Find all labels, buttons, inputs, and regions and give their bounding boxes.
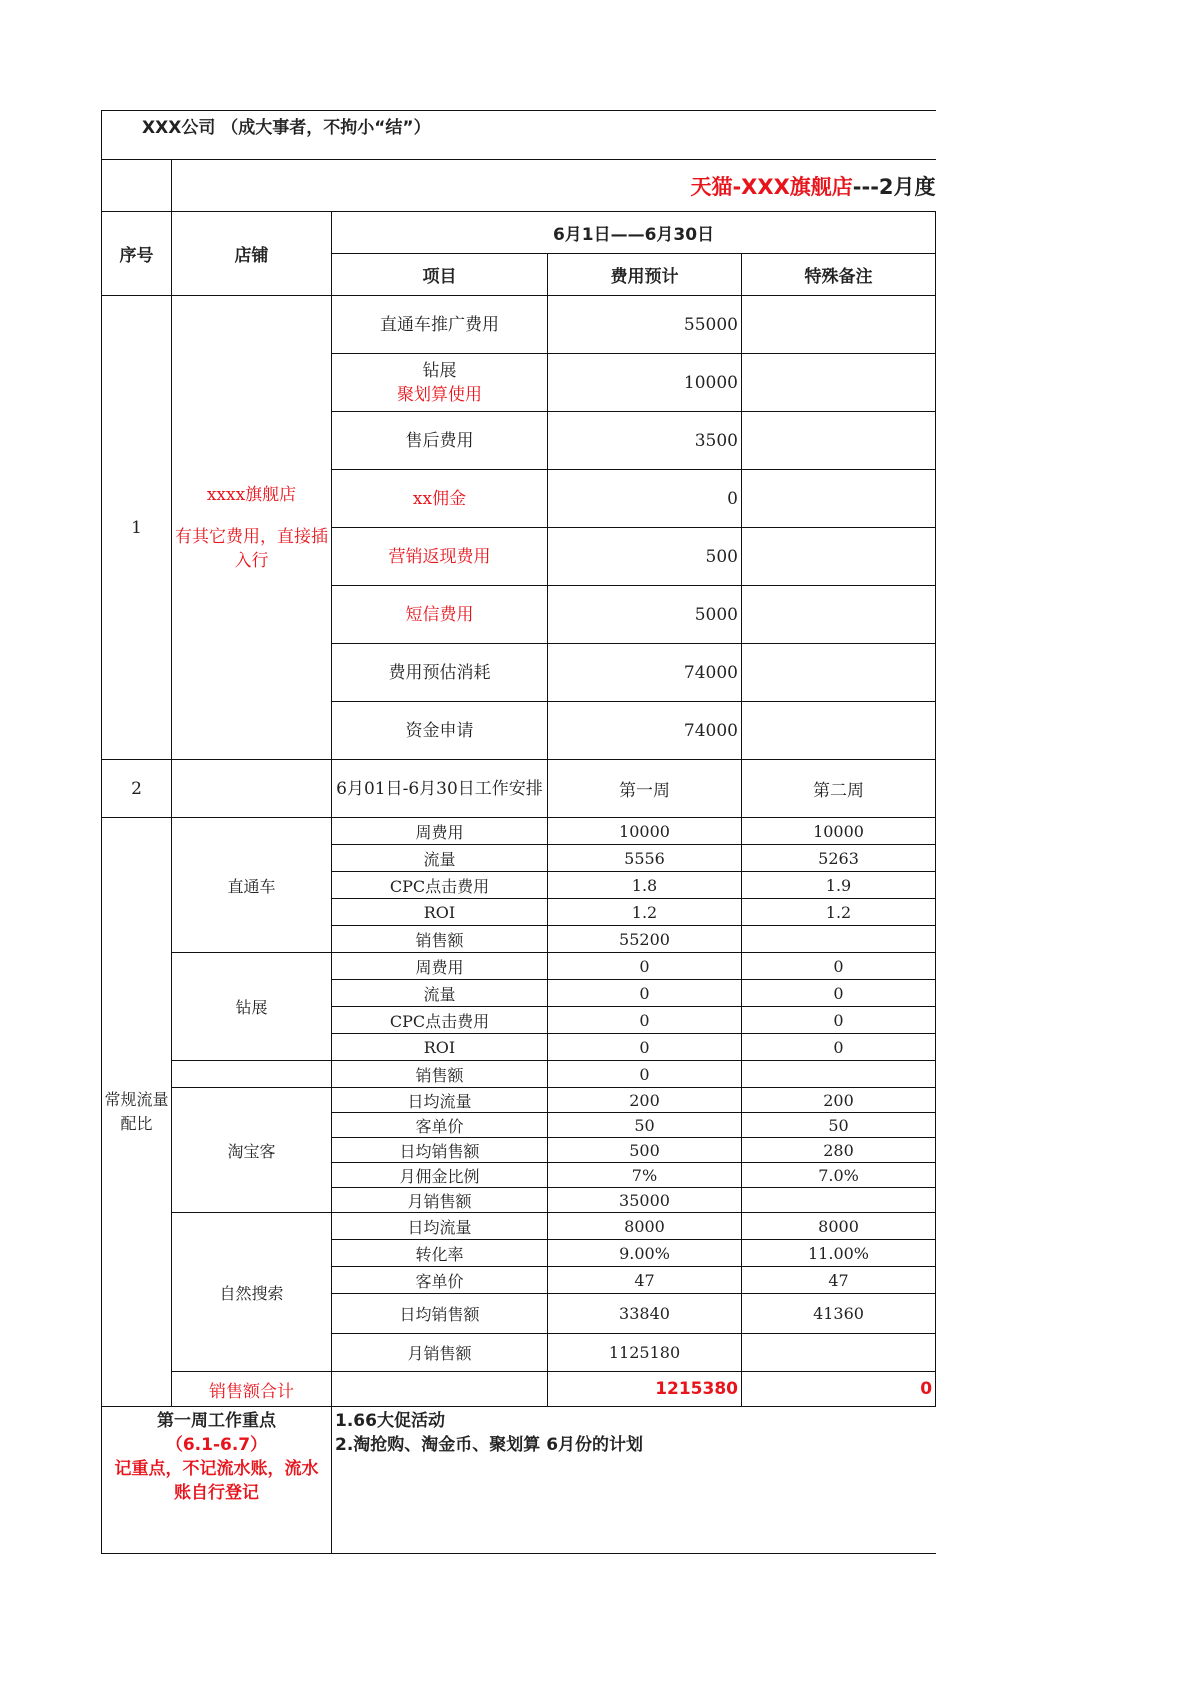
metric-week2[interactable] xyxy=(742,1138,936,1163)
header-seq[interactable] xyxy=(102,212,172,296)
total-week1[interactable] xyxy=(548,1372,742,1407)
metric-week1[interactable] xyxy=(548,1240,742,1267)
expense-value[interactable] xyxy=(548,354,742,412)
week1-header-text: 第一周 xyxy=(619,781,670,801)
metric-label[interactable] xyxy=(332,1088,548,1113)
group-name[interactable] xyxy=(172,1088,332,1213)
metric-week2[interactable] xyxy=(742,980,936,1007)
metric-week1-text: 47 xyxy=(634,1270,655,1290)
metric-week1-text: 200 xyxy=(629,1090,660,1110)
expense-label: 售后费用 xyxy=(405,430,474,451)
metric-label[interactable] xyxy=(332,818,548,845)
metric-week2[interactable] xyxy=(742,872,936,899)
company-cell xyxy=(102,111,936,160)
metric-label-text: 月销售额 xyxy=(407,1191,472,1211)
expense-label: xx佣金 xyxy=(412,488,467,509)
expense-label: 资金申请 xyxy=(405,720,474,741)
metric-week1-text: 0 xyxy=(639,1010,650,1030)
metric-week1-text: 1.8 xyxy=(631,875,658,895)
metric-week1-text: 0 xyxy=(639,956,650,976)
metric-week2[interactable] xyxy=(742,953,936,980)
total-week2[interactable] xyxy=(742,1372,936,1407)
header-note-text: 特殊备注 xyxy=(804,267,873,287)
metric-week2-text: 5263 xyxy=(818,848,859,868)
metric-week1-text: 10000 xyxy=(619,821,670,841)
plan-label-text: 6月01日-6月30日工作安排 xyxy=(336,778,543,799)
metric-week2-text: 41360 xyxy=(813,1304,864,1323)
group-name-text: 淘宝客 xyxy=(227,1141,276,1161)
expense-value-text: 10000 xyxy=(683,372,738,393)
metric-week2-text: 280 xyxy=(823,1140,854,1160)
metric-week2-text: 50 xyxy=(828,1115,849,1135)
metric-week1[interactable] xyxy=(548,1213,742,1240)
expense-label: 钻展 xyxy=(422,360,457,381)
metric-label[interactable] xyxy=(332,872,548,899)
expense-item[interactable] xyxy=(332,412,548,470)
metric-week1[interactable] xyxy=(548,872,742,899)
week2-header-text: 第二周 xyxy=(813,781,865,801)
metric-week1[interactable] xyxy=(548,1061,742,1088)
header-item-text: 项目 xyxy=(422,267,457,287)
metric-label-text: 销售额 xyxy=(415,1065,464,1085)
metric-label-text: 周费用 xyxy=(415,822,464,842)
metric-label-text: CPC点击费用 xyxy=(389,1011,490,1031)
expense-value[interactable] xyxy=(548,528,742,586)
metric-week1[interactable] xyxy=(548,1113,742,1138)
expense-note[interactable] xyxy=(742,470,936,528)
expense-note[interactable] xyxy=(742,296,936,354)
metric-label-text: 日均销售额 xyxy=(399,1305,480,1324)
metric-week2[interactable] xyxy=(742,1294,936,1334)
metric-label-text: 月佣金比例 xyxy=(399,1166,480,1186)
metric-week2[interactable] xyxy=(742,1034,936,1061)
group-name[interactable] xyxy=(172,953,332,1061)
metric-week2[interactable] xyxy=(742,1188,936,1213)
metric-week1-text: 500 xyxy=(629,1140,660,1160)
metric-label-text: 日均流量 xyxy=(407,1091,472,1111)
header-item[interactable] xyxy=(332,254,548,296)
metric-week2-text: 1.2 xyxy=(825,902,852,922)
traffic-label: 常规流量配比 xyxy=(104,1090,169,1133)
metric-week1-text: 1.2 xyxy=(631,902,658,922)
group-name[interactable] xyxy=(172,818,332,953)
metric-label-text: 月销售额 xyxy=(407,1344,472,1363)
metric-week2-text: 1.9 xyxy=(825,875,852,895)
week-focus-dates: （6.1-6.7） xyxy=(165,1435,268,1455)
metric-week1[interactable] xyxy=(548,953,742,980)
metric-week2-text: 11.00% xyxy=(808,1243,870,1263)
metric-label[interactable] xyxy=(332,980,548,1007)
expense-item[interactable] xyxy=(332,702,548,760)
header-period[interactable] xyxy=(332,212,936,254)
section1-seq[interactable] xyxy=(102,296,172,760)
section2-seq[interactable] xyxy=(102,760,172,818)
metric-label[interactable] xyxy=(332,1061,548,1088)
metric-week2[interactable] xyxy=(742,1113,936,1138)
metric-label[interactable] xyxy=(332,1188,548,1213)
expense-item[interactable] xyxy=(332,354,548,412)
metric-label[interactable] xyxy=(332,1034,548,1061)
total-label[interactable] xyxy=(172,1372,332,1407)
expense-note[interactable] xyxy=(742,528,936,586)
group-name[interactable] xyxy=(172,1213,332,1372)
section2-seq-text: 2 xyxy=(131,778,142,799)
metric-label-text: CPC点击费用 xyxy=(389,876,490,896)
empty-cell[interactable] xyxy=(172,1061,332,1088)
traffic-label-cell[interactable] xyxy=(102,818,172,1407)
metric-week2-text: 0 xyxy=(833,1037,844,1057)
expense-item[interactable] xyxy=(332,644,548,702)
metric-week1-text: 55200 xyxy=(619,929,670,949)
metric-week1[interactable] xyxy=(548,845,742,872)
expense-note[interactable] xyxy=(742,644,936,702)
week-focus-hint: 记重点，不记流水账，流水账自行登记 xyxy=(114,1459,319,1503)
week-focus-content[interactable] xyxy=(332,1407,936,1554)
metric-week2-text: 0 xyxy=(833,956,844,976)
metric-label[interactable] xyxy=(332,845,548,872)
metric-week1[interactable] xyxy=(548,818,742,845)
metric-week2[interactable] xyxy=(742,899,936,926)
expense-value[interactable] xyxy=(548,586,742,644)
metric-label-text: 流量 xyxy=(423,849,456,869)
expense-value-text: 500 xyxy=(705,546,738,567)
empty-cell[interactable] xyxy=(102,160,172,212)
expense-value-text: 0 xyxy=(727,488,738,509)
header-budget[interactable] xyxy=(548,254,742,296)
expense-value[interactable] xyxy=(548,412,742,470)
metric-label-text: 客单价 xyxy=(415,1116,464,1136)
metric-week1-text: 33840 xyxy=(619,1304,670,1323)
metric-week1-text: 9.00% xyxy=(619,1243,670,1263)
empty-cell[interactable] xyxy=(172,760,332,818)
metric-week1-text: 50 xyxy=(634,1115,655,1135)
expense-value[interactable] xyxy=(548,296,742,354)
store-hint: 有其它费用，直接插入行 xyxy=(175,526,328,571)
metric-week1[interactable] xyxy=(548,1267,742,1294)
metric-week1-text: 0 xyxy=(639,1037,650,1057)
expense-value[interactable] xyxy=(548,702,742,760)
metric-week2-text: 8000 xyxy=(818,1216,859,1236)
metric-week1-text: 5556 xyxy=(624,848,665,868)
metric-label[interactable] xyxy=(332,1007,548,1034)
metric-label[interactable] xyxy=(332,1113,548,1138)
week-focus-title: 第一周工作重点 xyxy=(157,1411,276,1431)
sheet-title-cell xyxy=(172,160,936,212)
sheet-title-black: ---2月度 xyxy=(852,174,936,199)
metric-week1[interactable] xyxy=(548,1163,742,1188)
week-focus-cell[interactable] xyxy=(102,1407,332,1554)
expense-value-text: 74000 xyxy=(683,720,738,741)
week2-header[interactable] xyxy=(742,760,936,818)
expense-value-text: 3500 xyxy=(694,430,738,451)
metric-label[interactable] xyxy=(332,953,548,980)
group-name-text: 自然搜索 xyxy=(219,1283,284,1303)
metric-week1[interactable] xyxy=(548,1138,742,1163)
total-week2-text: 0 xyxy=(920,1379,933,1399)
section1-seq-text: 1 xyxy=(131,517,142,538)
metric-week1[interactable] xyxy=(548,1034,742,1061)
expense-item[interactable] xyxy=(332,470,548,528)
metric-week1-text: 8000 xyxy=(624,1216,665,1236)
plan-label[interactable] xyxy=(332,760,548,818)
expense-label: 短信费用 xyxy=(405,604,474,625)
metric-week2-text: 7.0% xyxy=(818,1165,859,1185)
header-seq-text: 序号 xyxy=(119,246,154,266)
metric-week2-text: 0 xyxy=(833,1010,844,1030)
metric-label-text: ROI xyxy=(423,1037,456,1057)
header-period-text: 6月1日——6月30日 xyxy=(552,225,715,245)
expense-value[interactable] xyxy=(548,644,742,702)
total-week1-text: 1215380 xyxy=(655,1379,738,1399)
week1-header[interactable] xyxy=(548,760,742,818)
metric-label-text: 转化率 xyxy=(415,1244,464,1264)
metric-week1[interactable] xyxy=(548,899,742,926)
expense-note[interactable] xyxy=(742,586,936,644)
metric-label-text: 销售额 xyxy=(415,930,464,950)
metric-week2-text: 10000 xyxy=(813,821,864,841)
expense-label: 费用预估消耗 xyxy=(388,662,491,683)
metric-week1[interactable] xyxy=(548,926,742,953)
metric-label-text: 日均销售额 xyxy=(399,1141,480,1161)
week-focus-line: 2.淘抢购、淘金币、聚划算 6月份的计划 xyxy=(335,1435,644,1455)
metric-week2[interactable] xyxy=(742,1061,936,1088)
metric-label[interactable] xyxy=(332,1267,548,1294)
metric-label[interactable] xyxy=(332,926,548,953)
metric-label[interactable] xyxy=(332,1213,548,1240)
metric-label-text: 流量 xyxy=(423,984,456,1004)
metric-week2[interactable] xyxy=(742,1267,936,1294)
metric-week1[interactable] xyxy=(548,1188,742,1213)
metric-week2[interactable] xyxy=(742,1213,936,1240)
metric-label[interactable] xyxy=(332,1294,548,1334)
expense-note[interactable] xyxy=(742,702,936,760)
budget-sheet xyxy=(101,110,936,1554)
expense-value-text: 55000 xyxy=(683,314,738,335)
metric-week2[interactable] xyxy=(742,1007,936,1034)
header-budget-text: 费用预计 xyxy=(610,267,679,287)
metric-label[interactable] xyxy=(332,1138,548,1163)
expense-item[interactable] xyxy=(332,296,548,354)
group-name-text: 钻展 xyxy=(235,998,268,1017)
store-cell[interactable] xyxy=(172,296,332,760)
metric-week2[interactable] xyxy=(742,845,936,872)
sheet-title-red: 天猫-XXX旗舰店 xyxy=(690,174,853,199)
metric-week1[interactable] xyxy=(548,980,742,1007)
metric-week1-text: 0 xyxy=(639,1064,650,1084)
header-store-text: 店铺 xyxy=(234,246,269,266)
metric-label-text: 周费用 xyxy=(415,957,464,977)
expense-sublabel: 聚划算使用 xyxy=(397,384,482,405)
expense-item[interactable] xyxy=(332,528,548,586)
metric-label[interactable] xyxy=(332,1163,548,1188)
metric-label[interactable] xyxy=(332,899,548,926)
expense-note[interactable] xyxy=(742,354,936,412)
expense-value[interactable] xyxy=(548,470,742,528)
metric-week1[interactable] xyxy=(548,1007,742,1034)
expense-value-text: 5000 xyxy=(694,604,738,625)
metric-week1[interactable] xyxy=(548,1294,742,1334)
metric-week2-text: 200 xyxy=(823,1090,854,1110)
metric-week2[interactable] xyxy=(742,1088,936,1113)
metric-label-text: 日均流量 xyxy=(407,1217,472,1237)
metric-week2[interactable] xyxy=(742,926,936,953)
metric-week1[interactable] xyxy=(548,1334,742,1372)
total-label-text: 销售额合计 xyxy=(209,1381,294,1402)
company-line: XXX公司 （成大事者，不拘小“结”） xyxy=(142,118,431,138)
expense-note[interactable] xyxy=(742,412,936,470)
metric-week2[interactable] xyxy=(742,1240,936,1267)
expense-value-text: 74000 xyxy=(683,662,738,683)
expense-label: 营销返现费用 xyxy=(388,546,491,567)
metric-week1-text: 1125180 xyxy=(608,1343,681,1362)
metric-label[interactable] xyxy=(332,1334,548,1372)
metric-week2[interactable] xyxy=(742,1334,936,1372)
metric-label-text: 客单价 xyxy=(415,1271,464,1291)
header-store[interactable] xyxy=(172,212,332,296)
header-note[interactable] xyxy=(742,254,936,296)
metric-week2-text: 0 xyxy=(833,983,844,1003)
store-name: xxxx旗舰店 xyxy=(206,484,297,505)
metric-label-text: ROI xyxy=(423,902,456,922)
metric-week2[interactable] xyxy=(742,1163,936,1188)
group-name-text: 直通车 xyxy=(227,876,276,896)
metric-week1-text: 0 xyxy=(639,983,650,1003)
expense-item[interactable] xyxy=(332,586,548,644)
metric-label[interactable] xyxy=(332,1240,548,1267)
metric-week1-text: 7% xyxy=(631,1165,658,1185)
expense-label: 直通车推广费用 xyxy=(380,314,499,335)
metric-week2-text: 47 xyxy=(828,1270,849,1290)
metric-week1[interactable] xyxy=(548,1088,742,1113)
metric-week2[interactable] xyxy=(742,818,936,845)
week-focus-line: 1.66大促活动 xyxy=(335,1411,445,1431)
metric-week1-text: 35000 xyxy=(619,1190,670,1210)
empty-cell[interactable] xyxy=(332,1372,548,1407)
